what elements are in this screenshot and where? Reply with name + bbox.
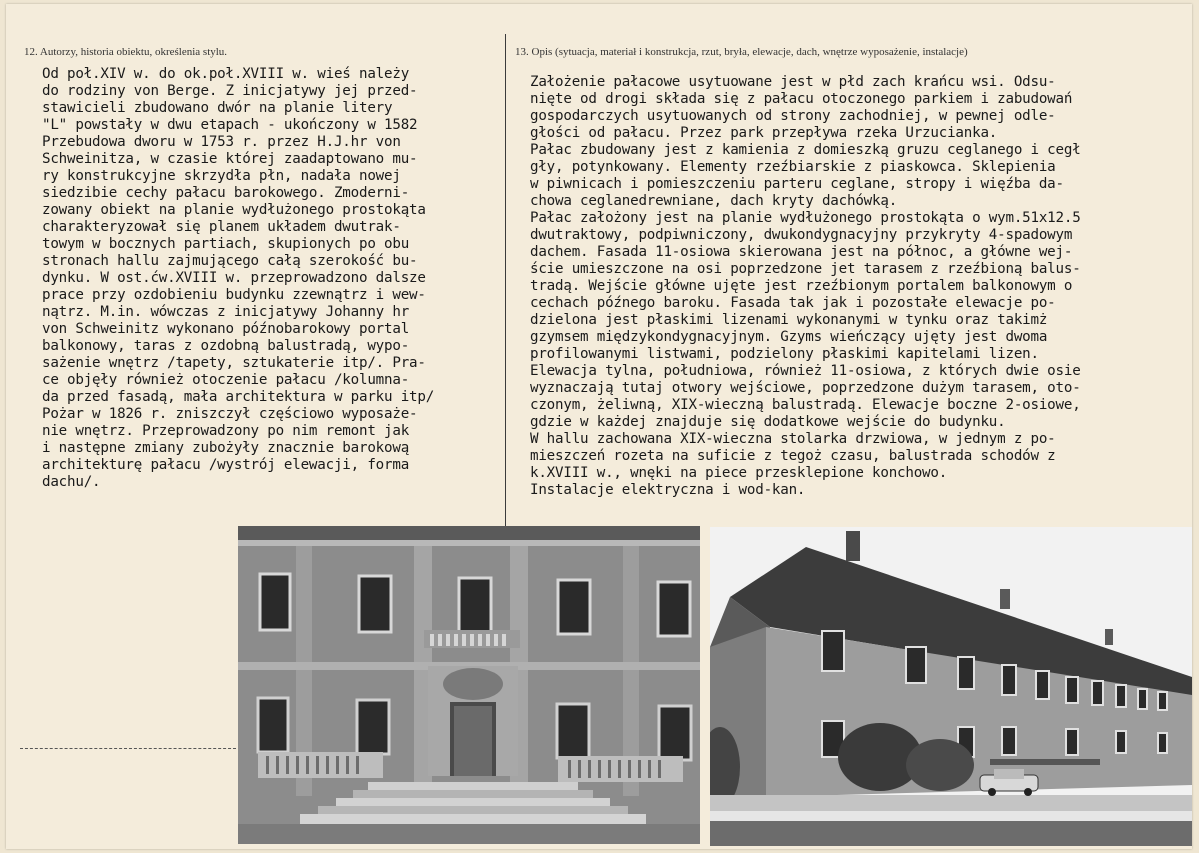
palace-perspective-photo bbox=[710, 527, 1192, 846]
text-line: Elewacja tylna, południowa, również 11-osiowa, z których dwie osie bbox=[530, 363, 1081, 379]
text-line: sażenie wnętrz /tapety, sztukaterie itp/. Pra- bbox=[42, 355, 426, 371]
section-13-heading: 13. Opis (sytuacja, materiał i konstrukcja, rzut, bryła, elewacje, dach, wnętrze wyposażenie, instalacje) bbox=[515, 46, 968, 58]
text-line: k.XVIII w., wnęki na piece przesklepione konchowo. bbox=[530, 465, 948, 481]
dashed-separator bbox=[20, 748, 236, 749]
text-line: dzielona jest płaskimi lizenami wykonanymi w tynku oraz takimż bbox=[530, 312, 1048, 328]
text-line: dachu/. bbox=[42, 474, 101, 490]
text-line: dachem. Fasada 11-osiowa skierowana jest na północ, a główne wej- bbox=[530, 244, 1073, 260]
text-line: W hallu zachowana XIX-wieczna stolarka drzwiowa, w jednym z po- bbox=[530, 431, 1056, 447]
text-line: dwutraktowy, podpiwniczony, dwukondygnacyjny przykryty 4-spadowym bbox=[530, 227, 1073, 243]
text-line: dynku. W ost.ćw.XVIII w. przeprowadzono dalsze bbox=[42, 270, 426, 286]
text-line: ry konstrukcyjne skrzydła płn, nadała nowej bbox=[42, 168, 401, 184]
text-line: Pożar w 1826 r. zniszczył częściowo wyposaże- bbox=[42, 406, 418, 422]
column-divider bbox=[505, 34, 506, 526]
text-line: ście umieszczone na osi poprzedzone jet tarasem z rzeźbioną balus- bbox=[530, 261, 1081, 277]
text-line: wyznaczają tutaj otwory wejściowe, poprzedzone dużym tarasem, oto- bbox=[530, 380, 1081, 396]
text-line: stronach hallu zajmującego całą szerokość bu- bbox=[42, 253, 418, 269]
text-line: Instalacje elektryczna i wod-kan. bbox=[530, 482, 806, 498]
text-line: gdzie w każdej znajduje się dodatkowe wejście do budynku. bbox=[530, 414, 1006, 430]
text-line: Pałac zbudowany jest z kamienia z domieszką gruzu ceglanego i cegł bbox=[530, 142, 1081, 158]
text-line: Schweinitza, w czasie której zaadaptowano mu- bbox=[42, 151, 418, 167]
text-line: czonym, żeliwną, XIX-wieczną balustradą. Elewacje boczne 2-osiowe, bbox=[530, 397, 1081, 413]
text-line: ce objęły również otoczenie pałacu /kolumna- bbox=[42, 372, 410, 388]
description-text bbox=[530, 74, 1081, 499]
text-line: gły, potynkowany. Elementy rzeźbiarskie z piaskowca. Sklepienia bbox=[530, 159, 1056, 175]
text-line: chowa ceglanedrewniane, dach kryty dachówką. bbox=[530, 193, 898, 209]
text-line: Przebudowa dworu w 1753 r. przez H.J.hr von bbox=[42, 134, 401, 150]
text-line: architekturę pałacu /wystrój elewacji, forma bbox=[42, 457, 410, 473]
text-line: towym w bocznych partiach, skupionych po obu bbox=[42, 236, 410, 252]
text-line: cechach późnego baroku. Fasada tak jak i pozostałe elewacje po- bbox=[530, 295, 1056, 311]
text-line: do rodziny von Berge. Z inicjatywy jej przed- bbox=[42, 83, 418, 99]
text-line: profilowanymi listwami, podzielony płaskimi kapitelami lizen. bbox=[530, 346, 1039, 362]
section-12-heading: 12. Autorzy, historia obiektu, określenia stylu. bbox=[24, 46, 228, 58]
text-line: Od poł.XIV w. do ok.poł.XVIII w. wieś należy bbox=[42, 66, 410, 82]
text-line: w piwnicach i pomieszczeniu parteru ceglane, stropy i więźba da- bbox=[530, 176, 1064, 192]
text-line: głości od pałacu. Przez park przepływa rzeka Urzucianka. bbox=[530, 125, 998, 141]
text-line: mieszczeń rozeta na suficie z tegoż czasu, balustrada schodów z bbox=[530, 448, 1056, 464]
text-line: balkonowy, taras z ozdobną balustradą, wypo- bbox=[42, 338, 410, 354]
text-line: zowany obiekt na planie wydłużonego prostokąta bbox=[42, 202, 426, 218]
facade-photo bbox=[238, 526, 700, 844]
text-line: da przed fasadą, mała architektura w parku itp/ bbox=[42, 389, 435, 405]
text-line: Założenie pałacowe usytuowane jest w płd zach krańcu wsi. Odsu- bbox=[530, 74, 1056, 90]
text-line: prace przy ozdobieniu budynku zzewnątrz i wew- bbox=[42, 287, 426, 303]
text-line: i następne zmiany zubożyły znacznie barokową bbox=[42, 440, 410, 456]
text-line: gospodarczych usytuowanych od strony zachodniej, w pewnej odle- bbox=[530, 108, 1056, 124]
text-line: von Schweinitz wykonano późnobarokowy portal bbox=[42, 321, 410, 337]
text-line: Pałac założony jest na planie wydłużonego prostokąta o wym.51x12.5 bbox=[530, 210, 1081, 226]
text-line: siedzibie cechy pałacu barokowego. Zmoderni- bbox=[42, 185, 410, 201]
text-line: nie wnętrz. Przeprowadzony po nim remont jak bbox=[42, 423, 410, 439]
text-line: nięte od drogi składa się z pałacu otoczonego parkiem i zabudowań bbox=[530, 91, 1073, 107]
text-line: charakteryzował się planem układem dwutrak- bbox=[42, 219, 401, 235]
text-line: stawicieli zbudowano dwór na planie litery bbox=[42, 100, 393, 116]
text-line: gzymsem międzykondygnacyjnym. Gzyms wieńczący ujęty jest dwoma bbox=[530, 329, 1048, 345]
text-line: "L" powstały w dwu etapach - ukończony w 1582 bbox=[42, 117, 418, 133]
history-text bbox=[42, 66, 434, 491]
text-line: tradą. Wejście główne ujęte jest rzeźbionym portalem balkonowym o bbox=[530, 278, 1073, 294]
text-line: nątrz. M.in. wówczas z inicjatywy Johanny hr bbox=[42, 304, 410, 320]
